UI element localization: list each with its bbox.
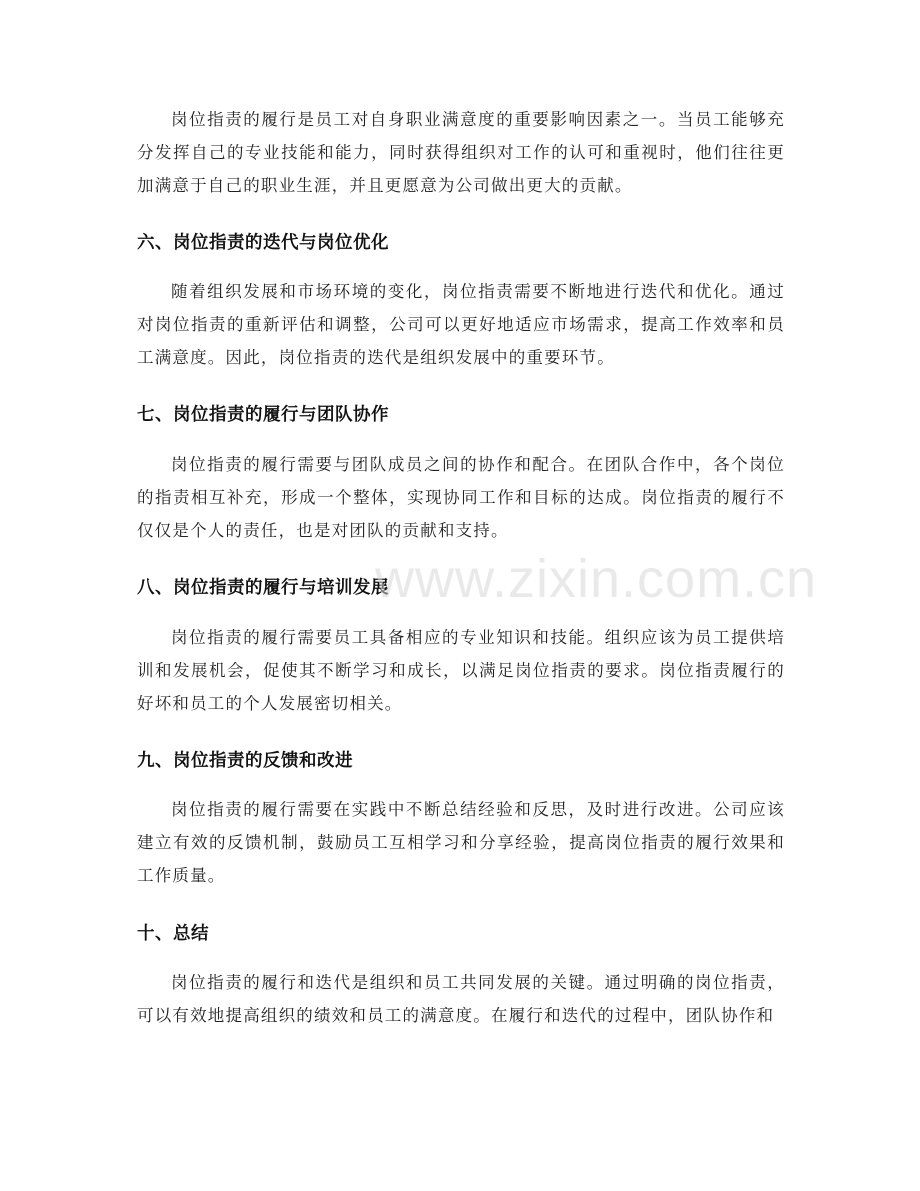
paragraph: 岗位指责的履行和迭代是组织和员工共同发展的关键。通过明确的岗位指责，可以有效地提高组织的绩效和员工的满意度。在履行和迭代的过程中，团队协作和 xyxy=(137,973,785,1025)
section-9 xyxy=(137,746,785,776)
paragraph: 岗位指责的履行需要与团队成员之间的协作和配合。在团队合作中，各个岗位的指责相互补充，形成一个整体，实现协同工作和目标的达成。岗位指责的履行不仅仅是个人的责任，也是对团队的贡献和支持。 xyxy=(137,455,785,540)
watermark: www.zixin.com.cn xyxy=(375,549,818,609)
section-intro xyxy=(137,103,785,202)
paragraph: 随着组织发展和市场环境的变化，岗位指责需要不断地进行迭代和优化。通过对岗位指责的重新评估和调整，公司可以更好地适应市场需求，提高工作效率和员工满意度。因此，岗位指责的迭代是组织发展中的重要环节。 xyxy=(137,282,785,367)
section-10 xyxy=(137,919,785,949)
section-heading: 九、岗位指责的反馈和改进 xyxy=(137,751,353,771)
section-9-body xyxy=(137,793,785,892)
section-heading: 七、岗位指责的履行与团队协作 xyxy=(137,405,389,425)
paragraph: 岗位指责的履行是员工对自身职业满意度的重要影响因素之一。当员工能够充分发挥自己的专业技能和能力，同时获得组织对工作的认可和重视时，他们往往更加满意于自己的职业生涯，并且更愿意为公司做出更大的贡献。 xyxy=(137,110,785,195)
section-6-body xyxy=(137,275,785,374)
section-heading: 十、总结 xyxy=(137,924,209,944)
section-7-body xyxy=(137,448,785,547)
paragraph: 岗位指责的履行需要在实践中不断总结经验和反思，及时进行改进。公司应该建立有效的反馈机制，鼓励员工互相学习和分享经验，提高岗位指责的履行效果和工作质量。 xyxy=(137,800,785,885)
section-10-body xyxy=(137,966,785,1032)
section-heading: 六、岗位指责的迭代与岗位优化 xyxy=(137,233,389,253)
section-8-body xyxy=(137,621,785,720)
section-6 xyxy=(137,228,785,258)
section-7 xyxy=(137,400,785,430)
paragraph: 岗位指责的履行需要员工具备相应的专业知识和技能。组织应该为员工提供培训和发展机会，促使其不断学习和成长，以满足岗位指责的要求。岗位指责履行的好坏和员工的个人发展密切相关。 xyxy=(137,628,785,713)
section-heading: 八、岗位指责的履行与培训发展 xyxy=(137,578,389,598)
